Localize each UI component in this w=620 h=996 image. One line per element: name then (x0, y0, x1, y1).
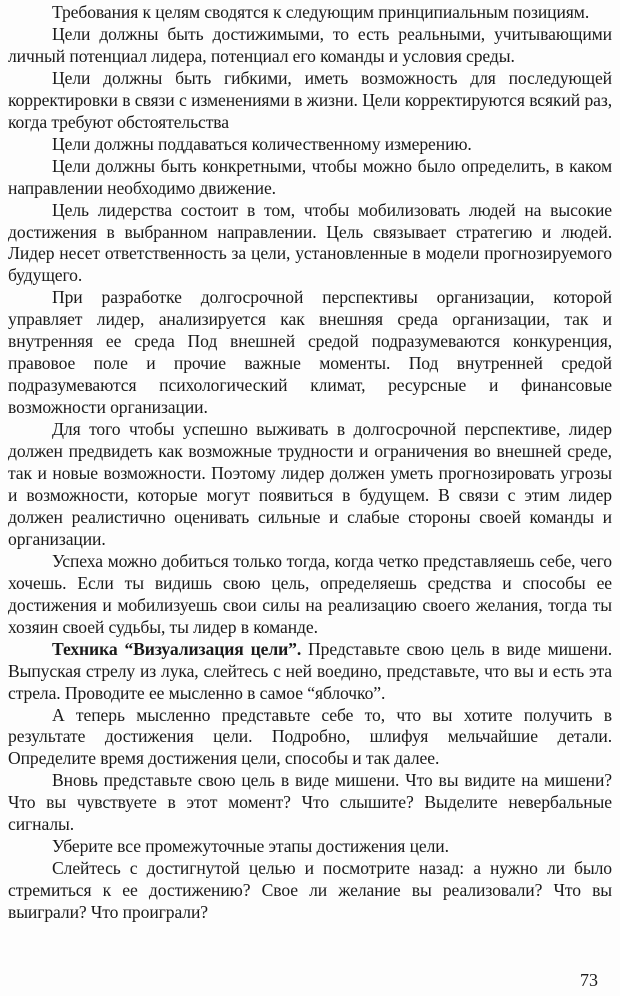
paragraph-technique (8, 639, 612, 705)
technique-title: Техника “Визуализация цели”. (52, 638, 302, 659)
paragraph-leadership-goal: Цель лидерства состоит в том, чтобы мобилизовать людей на высокие достижения в выбранном направлении. Цель связывает стратегию и людей. Лидер несет ответственность за цели, установленные в модели прогнозируемого будущего. (8, 199, 612, 286)
paragraph-requirements: Требования к целям сводятся к следующим принципиальным позициям. (52, 2, 590, 22)
paragraph-flexible: Цели должны быть гибкими, иметь возможность для последующей корректировки в связи с изменениями в жизни. Цели корректируются всякий раз, когда требуют обстоятельства (8, 67, 612, 132)
paragraph-measurable: Цели должны поддаваться количественному измерению. (52, 133, 472, 154)
page-number: 73 (580, 970, 598, 990)
paragraph-concrete: Цели должны быть конкретными, чтобы можно было определить, в каком направлении необходимо движение. (8, 155, 612, 198)
paragraph-remove-stages: Уберите все промежуточные этапы достижения цели. (52, 836, 449, 857)
paragraph-survival: Для того чтобы успешно выживать в долгосрочной перспективе, лидер должен предвидеть как возможные трудности и ограничения во внешней среде, так и новые возможности. Поэтому лидер должен уметь прогнозировать угрозы и возможности, которые могут появиться в будущем. В связи с этим лидер должен реалистично оценивать сильные и слабые стороны своей команды и организации. (8, 419, 612, 549)
technique-text: Представьте свою цель в виде мишени. Выпуская стрелу из лука, слейтесь с ней воедино, представьте, что вы и есть эта стрела. Проводите ее мысленно в самое “яблочко”. (8, 638, 612, 703)
body-text (8, 2, 612, 924)
paragraph-look-back: Слейтесь с достигнутой целью и посмотрите назад: а нужно ли было стремиться к ее достижению? Свое ли желание вы реализовали? Что вы выиграли? Что проиграли? (8, 858, 612, 923)
paragraph-achievable: Цели должны быть достижимыми, то есть реальными, учитывающими личный потенциал лидера, потенциал его команды и условия среды. (8, 23, 612, 66)
paragraph-success: Успеха можно добиться только тогда, когда четко представляешь себе, чего хочешь. Если ты видишь свою цель, определяешь средства и способы ее достижения и мобилизуешь свои силы на реализацию своего желания, тогда ты хозяин своей судьбы, ты лидер в команде. (8, 550, 612, 637)
paragraph-imagine-result: А теперь мысленно представьте себе то, что вы хотите получить в результате достижения цели. Подробно, шлифуя мельчайшие детали. Определите время достижения цели, способы и так далее. (8, 704, 612, 769)
paragraph-target-again: Вновь представьте свою цель в виде мишени. Что вы видите на мишени? Что вы чувствуете в этот момент? Что слышите? Выделите невербальные сигналы. (8, 770, 612, 835)
paragraph-long-term-perspective: При разработке долгосрочной перспективы организации, которой управляет лидер, анализируется как внешняя среда организации, так и внутренняя ее среда Под внешней средой подразумеваются конкуренция, правовое поле и прочие важные моменты. Под внутренней средой подразумеваются психологический климат, ресурсные и финансовые возможности организации. (8, 287, 612, 418)
